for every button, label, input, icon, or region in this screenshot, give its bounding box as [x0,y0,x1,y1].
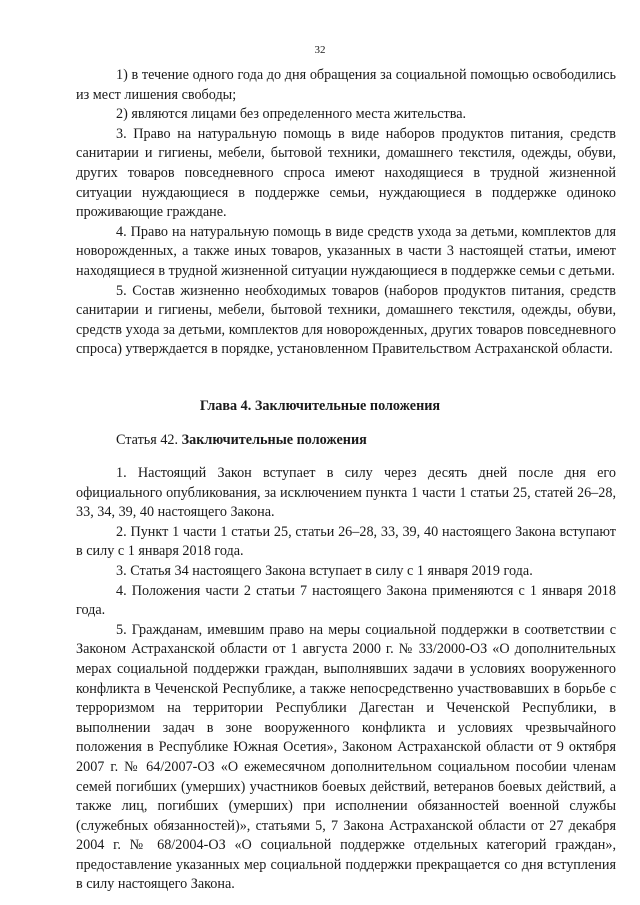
paragraph-essential-goods-list: 5. Состав жизненно необходимых товаров (наборов продуктов питания, средств санитарии и гигиены, мебели, бытовой техники, домашнего текстиля, одежды, обуви, средств ухода за детьми, комплектов для новорожденных, других товаров повседневного спроса) утверждается в порядке, установленном Правительством Астраханской области. [76,282,616,358]
paragraph-article-7-application: 4. Положения части 2 статьи 7 настоящего Закона применяются с 1 января 2018 года. [76,582,616,619]
bottom-section [76,464,616,895]
top-section [76,66,616,360]
paragraph-no-fixed-residence: 2) являются лицами без определенного места жительства. [116,106,467,123]
paragraph-termination-of-measures: 5. Гражданам, имевшим право на меры социальной поддержки в соответствии с Законом Астраханской области от 1 августа 2000 г. № 33/2000-ОЗ «О дополнительных мерах социальной поддержки граждан, выполнявших задачи в условиях вооруженного конфликта в Чеченской Республике, а также непосредственно участвовавших в борьбе с терроризмом на территории Республики Дагестан и Чеченской Республики, в выполнении задач в зоне вооруженного конфликта и условиях чрезвычайного положения в Республике Южная Осетия», Законом Астраханской области от 9 октября 2007 г. № 64/2007-ОЗ «О ежемесячном дополнительном социальном пособии членам семей погибших (умерших) участников боевых действий, ветеранов боевых действий, а также лиц, погибших (умерших) при исполнении обязанностей военной службы (служебных обязанностей)», статьями 5, 7 Закона Астраханской области от 27 декабря 2004 г. № 68/2004-ОЗ «О социальной поддержке отдельных категорий граждан», предоставление указанных мер социальной поддержки прекращается со дня вступления в силу настоящего Закона. [76,621,616,893]
paragraph-release-from-prison: 1) в течение одного года до дня обращения за социальной помощью освободились из мест лишения свободы; [76,67,616,103]
article-prefix: Статья 42. [116,432,179,448]
paragraph-in-kind-aid-children: 4. Право на натуральную помощь в виде средств ухода за детьми, комплектов для новорожденных, а также иных товаров, указанных в части 3 настоящей статьи, имеют находящиеся в трудной жизненной ситуации нуждающиеся в поддержке семьи с детьми. [76,223,616,279]
chapter-title: Глава 4. Заключительные положения [199,398,441,414]
article-title: Заключительные положения [181,432,367,448]
page-number: 32 [314,44,326,56]
article-heading [116,432,367,449]
paragraph-entry-into-force: 1. Настоящий Закон вступает в силу через десять дней после дня его официального опубликования, за исключением пункта 1 части 1 статьи 25, статей 26–28, 33, 34, 39, 40 настоящего Закона. [76,465,616,521]
paragraph-2019-provision: 3. Статья 34 настоящего Закона вступает в силу с 1 января 2019 года. [116,562,533,579]
paragraph-2018-provisions: 2. Пункт 1 части 1 статьи 25, статьи 26–28, 33, 39, 40 настоящего Закона вступают в силу с 1 января 2018 года. [76,523,616,560]
paragraph-in-kind-aid-goods: 3. Право на натуральную помощь в виде наборов продуктов питания, средств санитарии и гигиены, мебели, бытовой техники, домашнего текстиля, одежды, обуви, других товаров повседневного спроса имеют находящиеся в трудной жизненной ситуации нуждающиеся в поддержке семьи, нуждающиеся в поддержке одиноко проживающие граждане. [76,125,616,221]
